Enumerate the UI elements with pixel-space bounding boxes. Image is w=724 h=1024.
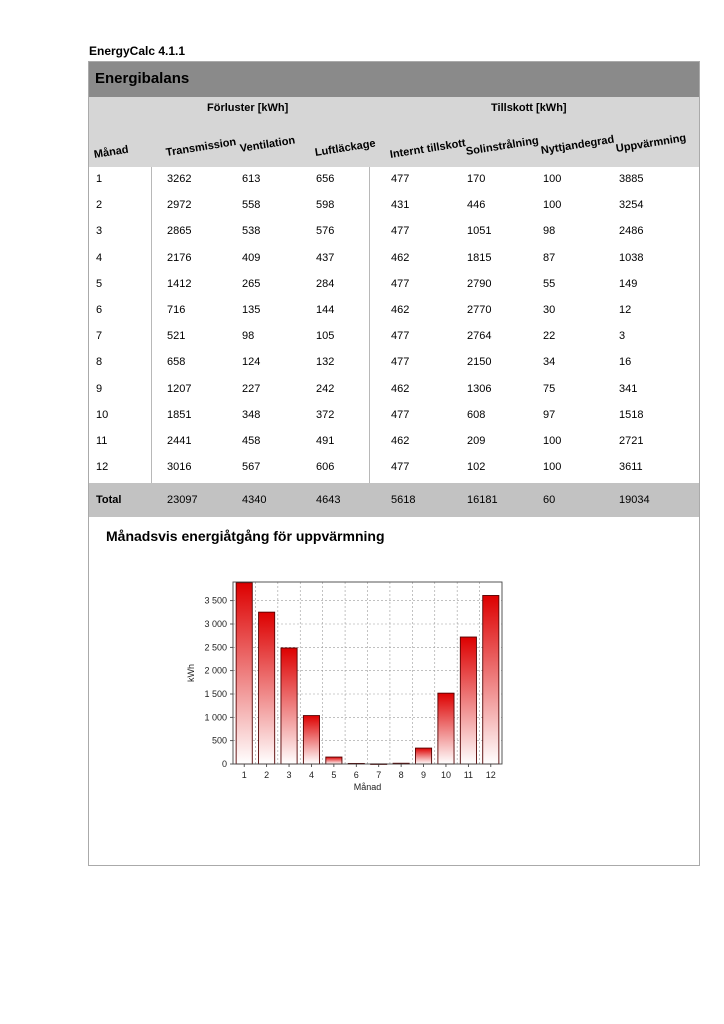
value-cell: 606	[316, 461, 335, 474]
total-row	[89, 483, 699, 517]
table-row	[89, 167, 699, 193]
bar	[303, 716, 319, 764]
value-cell: 1815	[467, 251, 492, 264]
value-cell: 2764	[467, 330, 492, 343]
table-row	[89, 403, 699, 429]
table-row	[89, 246, 699, 272]
total-cell: 23097	[167, 494, 198, 506]
y-tick-label: 3 000	[204, 619, 227, 629]
value-cell: 100	[543, 199, 562, 212]
month-cell: 10	[96, 408, 109, 421]
table-row	[89, 350, 699, 376]
month-cell: 8	[96, 356, 103, 369]
value-cell: 2441	[167, 434, 192, 447]
value-cell: 477	[391, 356, 410, 369]
bar	[438, 693, 454, 764]
x-tick-label: 3	[286, 770, 292, 780]
value-cell: 2770	[467, 303, 492, 316]
x-tick-label: 1	[241, 770, 247, 780]
value-cell: 477	[391, 408, 410, 421]
value-cell: 462	[391, 434, 410, 447]
bar	[259, 612, 275, 764]
value-cell: 3885	[619, 173, 644, 185]
total-cell: 4340	[242, 494, 267, 506]
total-cell: 4643	[316, 494, 341, 506]
y-tick-label: 2 000	[204, 665, 227, 676]
value-cell: 613	[242, 173, 261, 185]
value-cell: 132	[316, 356, 335, 369]
value-cell: 446	[467, 199, 486, 212]
month-cell: 11	[96, 434, 108, 447]
value-cell: 22	[543, 330, 556, 343]
value-cell: 1207	[167, 382, 192, 395]
value-cell: 2865	[167, 225, 192, 238]
value-cell: 16	[619, 356, 632, 369]
value-cell: 55	[543, 277, 556, 290]
value-cell: 462	[391, 303, 410, 316]
value-cell: 1306	[467, 382, 492, 395]
value-cell: 521	[167, 330, 186, 343]
table-row	[89, 324, 699, 350]
value-cell: 2972	[167, 199, 192, 212]
bar	[415, 748, 431, 764]
value-cell: 102	[467, 461, 486, 474]
app-title: EnergyCalc 4.1.1	[89, 44, 186, 58]
value-cell: 75	[543, 382, 556, 395]
y-tick-label: 3 500	[204, 595, 227, 606]
value-cell: 658	[167, 356, 186, 369]
total-label: Total	[96, 494, 122, 506]
value-cell: 431	[391, 199, 410, 212]
table-row	[89, 272, 699, 298]
table-row	[89, 298, 699, 324]
month-cell: 3	[96, 225, 103, 238]
section-header	[89, 62, 699, 97]
month-cell: 1	[96, 173, 103, 185]
value-cell: 567	[242, 461, 261, 474]
value-cell: 98	[242, 330, 255, 343]
col-head-transmission: Transmission	[165, 136, 238, 159]
value-cell: 477	[391, 225, 410, 238]
x-tick-label: 6	[353, 770, 359, 780]
section-title: Energibalans	[95, 70, 190, 87]
bar	[460, 637, 476, 764]
month-cell: 12	[96, 461, 109, 474]
value-cell: 3611	[619, 461, 643, 474]
value-cell: 477	[391, 173, 410, 185]
table-header	[89, 97, 699, 167]
value-cell: 576	[316, 225, 335, 238]
value-cell: 34	[543, 356, 556, 369]
value-cell: 2721	[619, 434, 644, 447]
value-cell: 477	[391, 277, 410, 290]
x-axis-label: Månad	[353, 782, 382, 792]
x-tick-label: 5	[331, 770, 337, 780]
table-row	[89, 219, 699, 245]
value-cell: 100	[543, 434, 562, 447]
value-cell: 30	[543, 303, 556, 316]
total-cell: 16181	[467, 494, 498, 506]
value-cell: 2790	[467, 277, 492, 290]
value-cell: 149	[619, 277, 638, 290]
value-cell: 209	[467, 434, 486, 447]
col-head-internal-gain: Internt tillskott	[389, 137, 467, 161]
value-cell: 716	[167, 303, 186, 316]
col-head-ventilation: Ventilation	[239, 134, 296, 155]
value-cell: 97	[543, 408, 556, 421]
total-cell: 5618	[391, 494, 416, 506]
y-tick-label: 1 000	[204, 712, 227, 723]
value-cell: 3016	[167, 461, 192, 474]
value-cell: 558	[242, 199, 261, 212]
value-cell: 3254	[619, 199, 644, 212]
group-label-gains: Tillskott [kWh]	[491, 102, 567, 114]
value-cell: 2150	[467, 356, 492, 369]
value-cell: 98	[543, 225, 556, 238]
value-cell: 477	[391, 330, 410, 343]
value-cell: 1412	[167, 277, 192, 290]
report-frame	[88, 61, 700, 866]
group-label-losses: Förluster [kWh]	[207, 102, 289, 114]
value-cell: 12	[619, 303, 632, 316]
x-tick-label: 2	[264, 770, 270, 780]
value-cell: 2486	[619, 225, 644, 238]
value-cell: 3	[619, 330, 626, 343]
bar	[236, 583, 252, 764]
value-cell: 491	[316, 434, 335, 447]
value-cell: 242	[316, 382, 335, 395]
month-cell: 6	[96, 303, 103, 316]
value-cell: 3262	[167, 173, 192, 185]
value-cell: 265	[242, 277, 261, 290]
x-tick-label: 11	[463, 770, 474, 780]
col-head-solar: Solinstrålning	[465, 134, 540, 158]
heating-bar-chart	[169, 572, 519, 812]
value-cell: 284	[316, 277, 335, 290]
month-cell: 4	[96, 251, 103, 264]
table-row	[89, 429, 699, 455]
value-cell: 477	[391, 461, 410, 474]
bar	[326, 757, 342, 764]
total-cell: 60	[543, 494, 556, 506]
value-cell: 341	[619, 382, 638, 395]
table-body	[89, 167, 699, 481]
table-row	[89, 377, 699, 403]
value-cell: 135	[242, 303, 261, 316]
x-tick-label: 7	[376, 770, 382, 780]
value-cell: 144	[316, 303, 335, 316]
value-cell: 372	[316, 408, 335, 421]
value-cell: 538	[242, 225, 261, 238]
value-cell: 124	[242, 356, 261, 369]
value-cell: 437	[316, 251, 335, 264]
month-cell: 7	[96, 330, 103, 343]
col-head-air-leakage: Luftläckage	[314, 137, 377, 159]
table-row	[89, 455, 699, 481]
bar	[483, 595, 499, 764]
value-cell: 458	[242, 434, 261, 447]
x-tick-label: 10	[440, 770, 451, 780]
bar	[281, 648, 297, 764]
value-cell: 100	[543, 173, 562, 185]
y-axis-label: kWh	[186, 664, 196, 682]
value-cell: 608	[467, 408, 486, 421]
col-head-month: Månad	[93, 143, 130, 161]
table-row	[89, 193, 699, 219]
value-cell: 1518	[619, 408, 644, 421]
col-head-utilization: Nyttjandegrad	[540, 133, 616, 157]
y-tick-label: 2 500	[204, 642, 227, 653]
value-cell: 170	[467, 173, 486, 185]
x-tick-label: 8	[398, 770, 404, 780]
value-cell: 462	[391, 251, 410, 264]
value-cell: 598	[316, 199, 335, 212]
value-cell: 409	[242, 251, 261, 264]
value-cell: 100	[543, 461, 562, 474]
value-cell: 656	[316, 173, 335, 185]
x-tick-label: 4	[308, 770, 314, 780]
value-cell: 1038	[619, 251, 644, 264]
chart-title: Månadsvis energiåtgång för uppvärmning	[106, 528, 385, 544]
col-head-heating: Uppvärmning	[615, 132, 688, 155]
y-tick-label: 0	[221, 759, 227, 769]
value-cell: 1051	[467, 225, 492, 238]
value-cell: 1851	[167, 408, 192, 421]
month-cell: 9	[96, 382, 103, 395]
value-cell: 2176	[167, 251, 192, 264]
y-tick-label: 1 500	[204, 689, 227, 699]
x-tick-label: 12	[485, 770, 496, 780]
y-tick-label: 500	[211, 735, 227, 746]
value-cell: 348	[242, 408, 261, 421]
value-cell: 227	[242, 382, 261, 395]
total-cell: 19034	[619, 494, 650, 506]
value-cell: 105	[316, 330, 335, 343]
month-cell: 2	[96, 199, 103, 212]
month-cell: 5	[96, 277, 103, 290]
value-cell: 87	[543, 251, 556, 264]
value-cell: 462	[391, 382, 410, 395]
x-tick-label: 9	[421, 770, 427, 780]
